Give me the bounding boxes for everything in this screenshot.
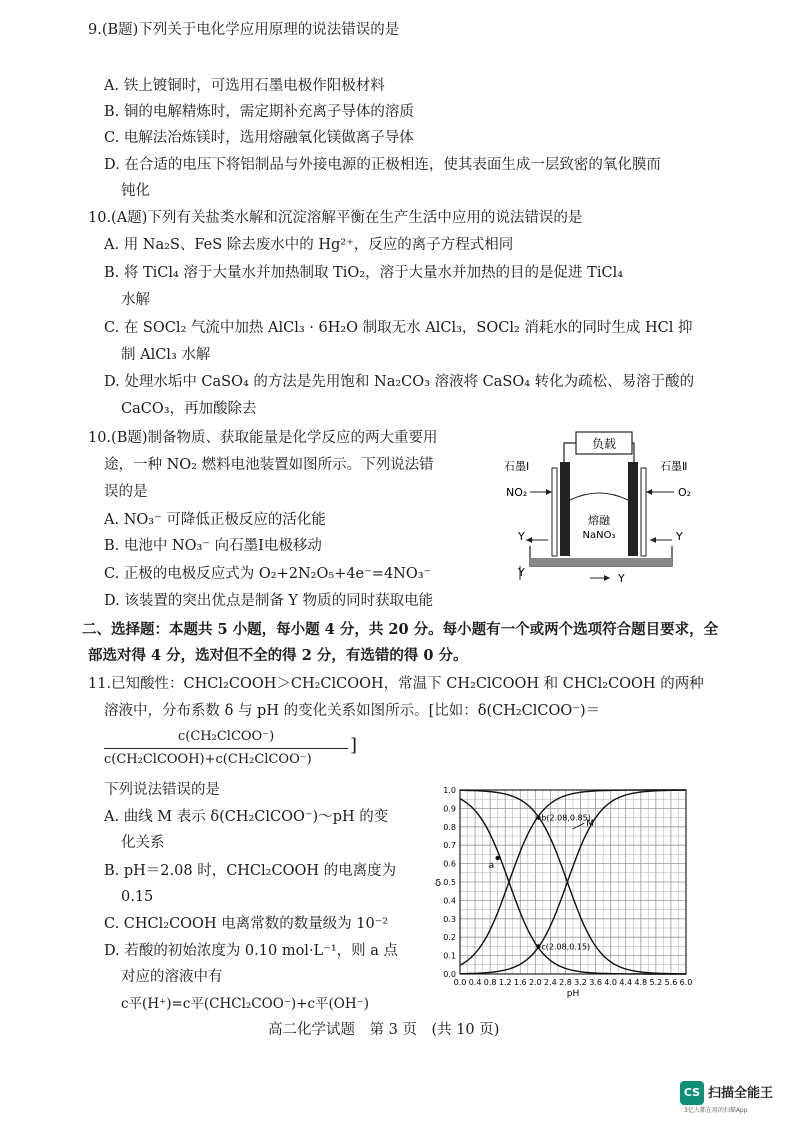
melt-label: 熔融 [588,514,610,527]
y-left-arrow-head [526,537,532,543]
q11-option-d-equation: c平(H⁺)=c平(CHCl₂COO⁻)+c平(OH⁻) [121,996,370,1012]
q10a-option-b-cont: 水解 [121,292,150,308]
q11-option-b-cont: 0.15 [121,889,154,905]
q11-fraction-numerator: c(CH₂ClCOO⁻) [178,729,275,744]
x-tick-label: 4.4 [619,978,633,987]
distribution-chart [428,782,698,1008]
x-tick-label: 4.8 [634,978,648,987]
q9b-stem: 9.(B题)下列关于电化学应用原理的说法错误的是 [88,22,400,38]
section2-heading: 二、选择题：本题共 5 小题，每小题 4 分，共 20 分。每小题有一个或两个选项符合题目要求，全 [82,621,719,638]
y-tick-label: 0.5 [443,878,456,887]
left-gas-chamber [552,468,557,556]
y-tick-label: 0.3 [443,914,456,924]
page-footer: 高二化学试题 第 3 页 (共 10 页) [268,1022,500,1038]
collector-floor [530,558,672,566]
q11-fraction-bar [104,748,348,749]
x-tick-label: 2.0 [528,978,542,987]
graphite-ii-label: 石墨Ⅱ [660,460,688,473]
q10a-option-d: D. 处理水垢中 CaSO₄ 的方法是先用饱和 Na₂CO₃ 溶液将 CaSO₄ 转化为疏松、易溶于酸的 [104,374,695,390]
q10b-stem-line2: 途，一种 NO₂ 燃料电池装置如图所示。下列说法错 [104,457,434,473]
x-tick-label: 3.2 [574,978,587,987]
q11-stem-line2: 溶液中，分布系数 δ 与 pH 的变化关系如图所示。[比如：δ(CH₂ClCOO⁻)＝ [104,703,601,719]
camscanner-tagline: 3亿人都在用的扫描App [684,1107,748,1114]
o2-arrow-head [646,489,652,495]
x-tick-label: 4.0 [604,978,618,987]
q10b-option-d: D. 该装置的突出优点是制备 Y 物质的同时获取电能 [104,593,434,609]
y-right-arrow-head [650,537,656,543]
annotation-point-label: b(2.08,0.85) [541,813,591,823]
q10a-option-d-cont: CaCO₃，再加酸除去 [121,401,257,417]
annotation-point-marker [536,815,540,819]
x-tick-label: 5.2 [649,978,663,987]
q9b-option-d-cont: 钝化 [121,183,150,199]
point-a-label: a [488,861,495,872]
graphite-i-label: 石墨Ⅰ [504,460,530,473]
x-tick-label: 2.4 [544,978,557,987]
y-label-right: Y [676,530,683,543]
x-tick-label: 6.0 [679,978,693,987]
graphite-ii-electrode [628,462,638,556]
q10b-option-c: C. 正极的电极反应式为 O₂+2N₂O₅+4e⁻=4NO₃⁻ [104,566,432,582]
curve-m-pointer [572,823,584,829]
x-tick-label: 0.0 [453,978,467,987]
q11-option-a-cont: 化关系 [121,835,165,851]
q11-option-a: A. 曲线 M 表示 δ(CH₂ClCOO⁻)～pH 的变 [104,809,389,825]
y-flow-arrow-head [604,575,610,581]
annotation-point-label: c(2.08,0.15) [541,942,591,952]
y-axis-label: δ [434,878,442,889]
y-tick-label: 1.0 [443,786,456,795]
x-tick-label: 1.6 [513,978,527,987]
q11-option-b: B. pH＝2.08 时，CHCl₂COOH 的电离度为 [104,863,397,879]
x-tick-label: 2.8 [559,978,572,987]
q10b-stem: 10.(B题)制备物质、获取能量是化学反应的两大重要用 [88,430,438,446]
q10a-option-c-cont: 制 AlCl₃ 水解 [121,347,211,363]
q11-ask: 下列说法错误的是 [104,782,220,798]
y-tick-label: 0.4 [443,896,456,906]
y-tick-label: 0.8 [443,822,456,832]
section2-heading-cont: 部选对得 4 分，选对但不全的得 2 分，有选错的得 0 分。 [88,647,468,664]
y-label-bottom: Y [618,572,625,585]
melt-surface [570,493,628,500]
q11-fraction-bracket: ] [350,735,358,756]
camscanner-name: 扫描全能王 [708,1086,774,1101]
q9b-option-c: C. 电解法冶炼镁时，选用熔融氧化镁做离子导体 [104,130,414,146]
y-label-left: Y [518,530,525,543]
q9b-option-b: B. 铜的电解精炼时，需定期补充离子导体的溶质 [104,104,414,120]
x-tick-label: 0.4 [468,978,482,987]
no2-arrow-head [546,489,552,495]
camscanner-logo-icon: CS [680,1081,704,1105]
y-tick-label: 0.9 [443,804,456,814]
o2-label: O₂ [678,486,692,499]
load-label: 负载 [591,437,617,451]
no2-label: NO₂ [506,486,528,499]
q10a-stem: 10.(A题)下列有关盐类水解和沉淀溶解平衡在生产生活中应用的说法错误的是 [88,210,583,226]
q11-stem: 11.已知酸性：CHCl₂COOH＞CH₂ClCOOH，常温下 CH₂ClCOOH 和 CHCl₂COOH 的两种 [88,676,704,692]
point-a-marker [495,856,499,860]
q10a-option-b: B. 将 TiCl₄ 溶于大量水并加热制取 TiO₂，溶于大量水并加热的目的是促进 TiCl₄ [104,265,624,281]
q11-option-d: D. 若酸的初始浓度为 0.10 mol·L⁻¹，则 a 点 [104,943,399,959]
q11-fraction-denominator: c(CH₂ClCOOH)+c(CH₂ClCOO⁻) [104,752,312,767]
q10a-option-a: A. 用 Na₂S、FeS 除去废水中的 Hg²⁺，反应的离子方程式相同 [104,237,514,253]
y-label-bottom-left: Y [518,566,525,579]
y-tick-label: 0.7 [443,841,456,851]
y-tick-label: 0.6 [443,859,456,869]
q11-option-c: C. CHCl₂COOH 电离常数的数量级为 10⁻² [104,916,389,932]
q9b-option-d: D. 在合适的电压下将铝制品与外接电源的正极相连，使其表面生成一层致密的氧化膜而 [104,157,661,173]
x-tick-label: 5.6 [664,978,678,987]
q10b-option-b: B. 电池中 NO₃⁻ 向石墨Ⅰ电极移动 [104,538,322,554]
x-axis-label: pH [566,989,580,999]
q10a-option-c: C. 在 SOCl₂ 气流中加热 AlCl₃ · 6H₂O 制取无水 AlCl₃，SOCl₂ 消耗水的同时生成 HCl 抑 [104,320,693,336]
q9b-option-a: A. 铁上镀铜时，可选用石墨电极作阳极材料 [104,78,385,94]
y-tick-label: 0.1 [443,951,456,961]
nano3-label: NaNO₃ [582,530,616,541]
x-tick-label: 0.8 [483,978,497,987]
annotation-point-marker [536,944,540,948]
y-tick-label: 0.2 [443,933,456,943]
right-gas-chamber [641,468,646,556]
q10b-option-a: A. NO₃⁻ 可降低正极反应的活化能 [104,512,326,528]
q10b-stem-line3: 误的是 [104,484,148,500]
curve-m-label: M [586,819,595,830]
x-tick-label: 3.6 [589,978,602,987]
fuel-cell-diagram [500,428,710,588]
y-tick-label: 0.0 [443,970,456,979]
graphite-i-electrode [560,462,570,556]
x-tick-label: 1.2 [498,978,512,987]
left-wire [564,443,576,462]
q11-option-d-cont: 对应的溶液中有 [121,969,223,985]
